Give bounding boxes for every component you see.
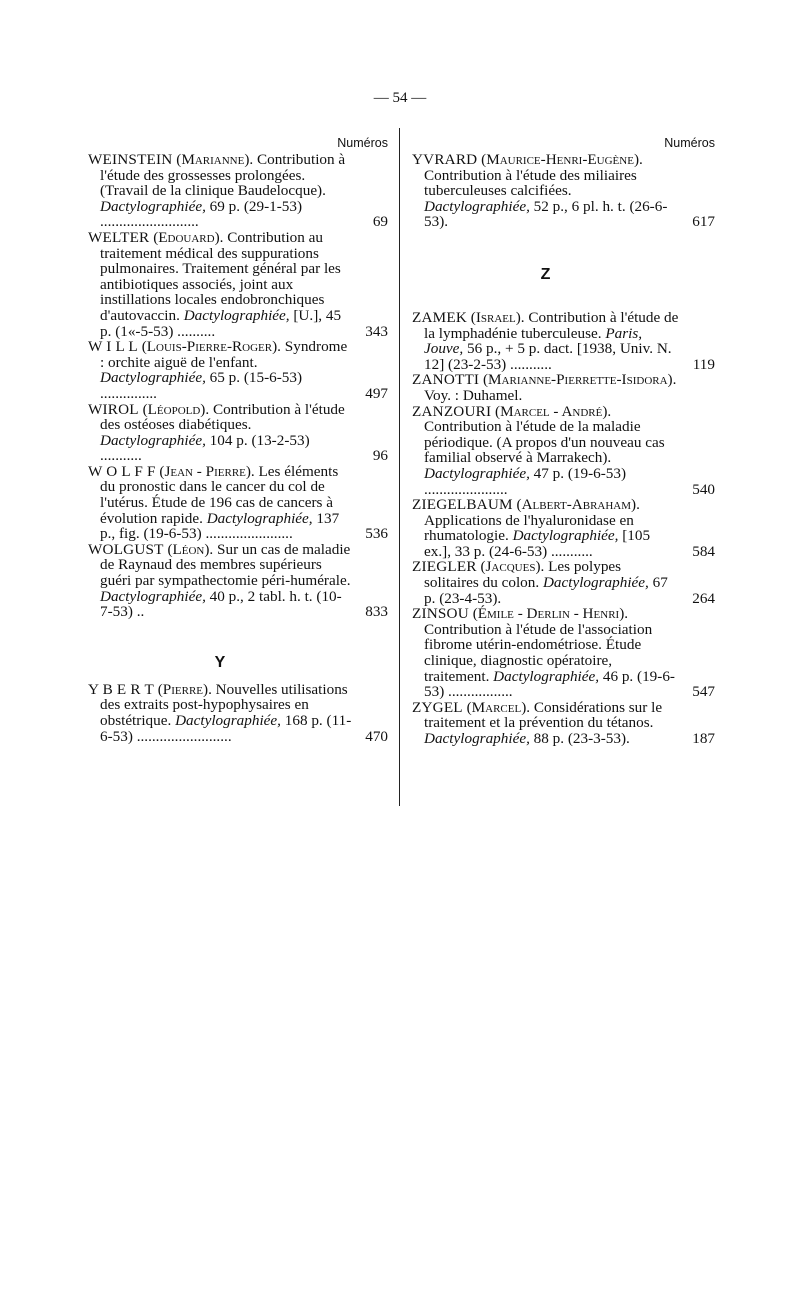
entry-given-name: (Marianne). [176,151,254,168]
entry-number: 584 [692,542,715,560]
entry-surname: ZANOTTI [412,371,480,389]
entry-number: 264 [692,589,715,607]
entry-details: 65 p. (15-6-53) ............... [100,369,303,402]
entry-title: Considérations sur le traitement et la prévention du tétanos. [424,698,663,732]
bibliography-entry [412,310,715,372]
entry-title: Applications de l'hyaluronidase en rhumatologie. [424,511,634,545]
entry-surname: W O L F F [88,462,156,480]
right-entries-before [412,152,715,230]
entry-details: 104 p. (13-2-53) ........... [100,431,310,465]
entry-number: 96 [372,447,388,465]
entry-given-name: (Jacques). [480,558,545,576]
entry-publisher: Dactylographiée, [424,197,530,215]
entry-title: Voy. : Duhamel. [424,386,523,404]
entry-title: Contribution à l'étude de la lymphadénie tuberculeuse. [424,308,679,342]
entry-title: Contribution à l'étude des ostéoses diabétiques. [100,400,345,434]
entry-details: 137 p., fig. (19-6-53) ....................... [100,509,340,543]
entry-surname: YVRARD [412,151,478,168]
bibliography-entry [88,339,388,401]
entry-title: Contribution à l'étude des miliaires tuberculeuses calcifiées. [424,166,637,200]
entry-details: 69 p. (29-1-53) .......................... [100,197,303,231]
entry-publisher: Dactylographiée, [100,587,206,605]
section-letter-y: Y [214,653,226,671]
bibliography-entry [412,152,715,230]
entry-details: [U.], 45 p. (1«-5-53) .......... [100,306,342,340]
entry-title: Syndrome : orchite aiguë de l'enfant. [100,338,348,371]
bibliography-entry [412,559,715,606]
bibliography-entry [88,464,388,542]
entry-number: 547 [692,683,715,701]
entry-surname: ZINSOU [412,605,469,623]
entry-details: 88 p. (23-3-53). [533,730,630,747]
entry-title: Contribution à l'étude de l'association fibrome utérin-endométriose. Étude clinique, diagnostic opératoire, traitement. [424,620,653,685]
entry-title: Contribution à l'étude de la maladie périodique. (A propos d'un nouveau cas familial observé à Marrakech). [424,418,665,467]
entry-given-name: (Pierre). [157,680,212,698]
bibliography-entry [412,497,715,559]
bibliography-entry [88,682,388,744]
entry-number: 540 [692,480,715,498]
entry-publisher: Paris, Jouve, [424,324,643,358]
entry-title: Nouvelles utilisations des extraits post-hypophysaires en obstétrique. [100,680,348,729]
entry-title: Les éléments du pronostic dans le cancer du col de l'utérus. Étude de 196 cas de cancers à évolution rapide. [100,462,339,527]
bibliography-entry [412,372,715,403]
entry-surname: ZANZOURI [412,402,492,420]
entry-given-name: (Léon). [167,540,214,558]
entry-details: 168 p. (11-6-53) ......................... [100,712,352,745]
entry-number: 470 [365,727,388,745]
entry-details: 52 p., 6 pl. h. t. (26-6-53). [424,197,668,231]
right-entries-after [412,310,715,747]
entry-number: 343 [365,322,388,340]
column-header-numeros: Numéros [337,136,388,150]
entry-given-name: (Émile - Derlin - Henri). [472,605,629,623]
entry-given-name: (Albert-Abraham). [516,496,640,514]
entry-given-name: (Léopold). [142,400,210,418]
entry-publisher: Dactylographiée, [100,197,206,215]
entry-given-name: (Edouard). [153,228,224,246]
entry-number: 497 [365,384,388,402]
bibliography-entry [88,230,388,339]
entry-publisher: Dactylographiée, [100,369,206,387]
entry-number: 119 [692,355,715,373]
entry-title: Les polypes solitaires du colon. [424,558,622,592]
entry-given-name: (Louis-Pierre-Roger). [141,338,281,356]
entry-details: [105 ex.], 33 p. (24-6-53) ........... [424,527,651,560]
entry-surname: ZIEGELBAUM [412,496,513,514]
column-header-numeros: Numéros [664,136,715,150]
entry-details: 40 p., 2 tabl. h. t. (10-7-53) .. [100,587,342,621]
entry-surname: WOLGUST [88,540,164,558]
entry-given-name: (Israel). [470,308,525,326]
entry-publisher: Dactylographiée, [100,431,206,449]
bibliography-entry [88,152,388,230]
section-letter-z: Z [540,265,551,283]
entry-details: 67 p. (23-4-53). [424,574,668,607]
entry-publisher: Dactylographiée, [542,574,649,592]
entry-surname: ZAMEK [412,308,467,326]
bibliography-entry [88,402,388,464]
entry-publisher: Dactylographiée, [183,306,290,324]
entry-number: 536 [365,525,388,543]
entry-publisher: Dactylographiée, [424,730,530,747]
entry-given-name: (Marianne-Pierrette-Isidora). [483,371,677,389]
bibliography-entry [88,542,388,620]
left-column [88,134,388,744]
entry-surname: ZIEGLER [412,558,477,576]
right-column [412,134,715,747]
entry-publisher: Dactylographiée, [493,667,600,685]
bibliography-entry [412,700,715,747]
entry-surname: W I L L [88,338,138,356]
left-entries-before [88,152,388,620]
entry-title: Sur un cas de maladie de Raynaud des membres supérieurs guéri par sympathectomie péri-humérale. [100,540,351,590]
entry-given-name: (Marcel). [466,698,531,716]
bibliography-entry [412,404,715,498]
entry-number: 617 [692,213,715,231]
entry-details: 47 p. (19-6-53) ...................... [424,464,627,498]
entry-title: Contribution à l'étude des grossesses prolongées. (Travail de la clinique Baudelocque). [100,151,346,200]
entry-details: 56 p., + 5 p. dact. [1938, Univ. N. 12] (23-2-53) ........... [424,340,672,373]
entry-surname: WELTER [88,228,150,246]
entry-publisher: Dactylographiée, [512,527,619,545]
entry-publisher: Dactylographiée, [424,464,530,482]
entry-given-name: (Marcel - André). [495,402,612,420]
entry-details: 46 p. (19-6-53) ................. [424,667,675,701]
entry-title: Contribution au traitement médical des suppurations pulmonaires. Traitement général par les antibiotiques associés, joint aux instillations locales endobronchiques d'autovaccin. [100,228,341,324]
left-entries-after [88,682,388,744]
entry-number: 69 [372,213,388,231]
entry-given-name: (Maurice-Henri-Eugène). [481,151,643,168]
entry-publisher: Dactylographiée, [175,712,281,729]
entry-surname: WEINSTEIN [88,151,173,168]
page-number: — 54 — [373,90,427,106]
entry-surname: Y B E R T [88,680,154,698]
entry-number: 833 [365,603,388,621]
entry-surname: ZYGEL [412,698,463,716]
entry-number: 187 [692,730,715,747]
bibliography-entry [412,606,715,700]
column-divider [399,128,400,806]
entry-given-name: (Jean - Pierre). [159,462,255,480]
entry-surname: WIROL [88,400,139,418]
entry-publisher: Dactylographiée, [206,509,313,527]
